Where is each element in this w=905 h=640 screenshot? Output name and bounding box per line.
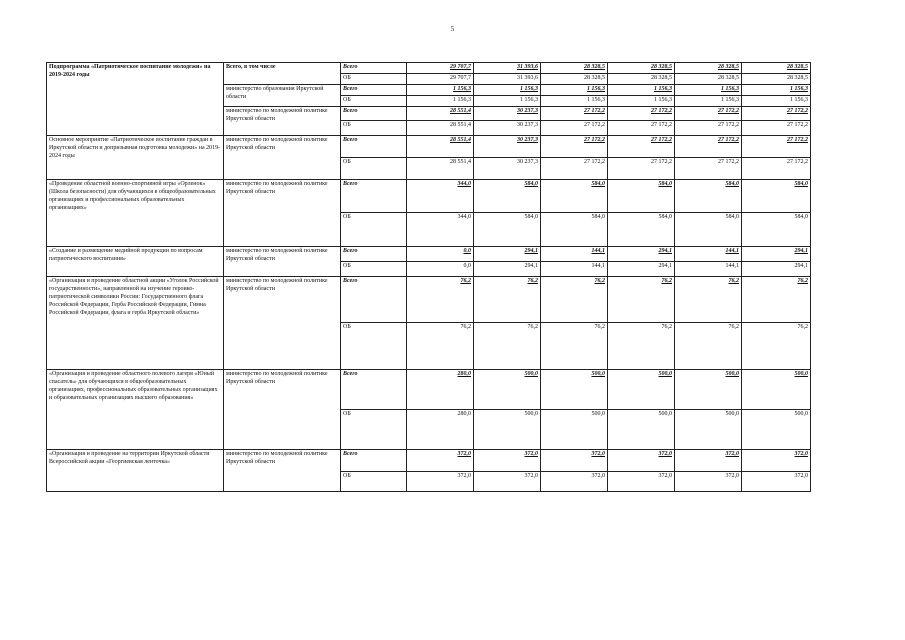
value-cell: 27 172,2 — [608, 136, 675, 158]
value-cell: 584,0 — [541, 213, 608, 247]
value-cell: 28 328,5 — [541, 63, 608, 74]
value-cell: 28 328,5 — [742, 74, 811, 85]
page-number: 5 — [450, 25, 455, 33]
value-cell: 144,1 — [541, 247, 608, 262]
table-row — [47, 450, 811, 472]
value-cell: 1 156,3 — [407, 96, 474, 107]
value-cell: 76,2 — [608, 323, 675, 370]
value-cell: 1 156,3 — [474, 96, 541, 107]
value-cell: 500,0 — [675, 410, 742, 450]
source-cell: Всего — [341, 136, 407, 158]
value-cell: 1 156,3 — [675, 85, 742, 96]
table-row — [47, 180, 811, 213]
value-cell: 27 172,2 — [742, 121, 811, 136]
value-cell: 372,0 — [742, 472, 811, 492]
activity-name-cell: «Организация и проведение областной акции «Уголок Российской государственности», направленной на изучение героико-патриотической символики России: Государственного флага Российской Федерации, Герба Российской Федерации, Гимна Российской Федерации, флага и герба Иркутской области» — [47, 277, 224, 370]
value-cell: 1 156,3 — [608, 96, 675, 107]
activity-name-cell: «Организация и проведение на территории Иркутской области Всероссийской акции «Георгиевская ленточка» — [47, 450, 224, 492]
value-cell: 27 172,2 — [742, 158, 811, 180]
value-cell: 280,0 — [407, 370, 474, 410]
value-cell: 27 172,2 — [608, 158, 675, 180]
value-cell: 584,0 — [742, 180, 811, 213]
value-cell: 584,0 — [675, 213, 742, 247]
value-cell: 28 328,5 — [742, 63, 811, 74]
responsible-cell: министерство по молодежной политике Иркутской области — [224, 107, 341, 136]
value-cell: 584,0 — [474, 180, 541, 213]
value-cell: 294,1 — [474, 262, 541, 277]
value-cell: 1 156,3 — [675, 96, 742, 107]
value-cell: 144,1 — [675, 262, 742, 277]
value-cell: 372,0 — [474, 450, 541, 472]
responsible-cell: Всего, в том числе — [224, 63, 341, 85]
value-cell: 1 156,3 — [742, 85, 811, 96]
source-cell: Всего — [341, 370, 407, 410]
value-cell: 294,1 — [742, 262, 811, 277]
value-cell: 1 156,3 — [407, 85, 474, 96]
value-cell: 0,0 — [407, 262, 474, 277]
value-cell: 294,1 — [474, 247, 541, 262]
value-cell: 28 551,4 — [407, 107, 474, 121]
source-cell: ОБ — [341, 96, 407, 107]
budget-table — [46, 62, 811, 492]
value-cell: 372,0 — [407, 450, 474, 472]
value-cell: 30 237,3 — [474, 158, 541, 180]
value-cell: 372,0 — [608, 450, 675, 472]
value-cell: 294,1 — [608, 247, 675, 262]
table-row — [47, 277, 811, 323]
source-cell: ОБ — [341, 410, 407, 450]
value-cell: 29 707,7 — [407, 63, 474, 74]
value-cell: 0,0 — [407, 247, 474, 262]
value-cell: 28 328,5 — [675, 63, 742, 74]
responsible-cell: министерство образования Иркутской области — [224, 85, 341, 107]
value-cell: 30 237,3 — [474, 121, 541, 136]
value-cell: 76,2 — [675, 323, 742, 370]
value-cell: 372,0 — [541, 472, 608, 492]
value-cell: 76,2 — [675, 277, 742, 323]
value-cell: 76,2 — [608, 277, 675, 323]
responsible-cell: министерство по молодежной политике Иркутской области — [224, 370, 341, 450]
table-row — [47, 63, 811, 74]
responsible-cell: министерство по молодежной политике Иркутской области — [224, 450, 341, 492]
value-cell: 294,1 — [742, 247, 811, 262]
value-cell: 500,0 — [541, 370, 608, 410]
value-cell: 28 328,5 — [608, 63, 675, 74]
value-cell: 500,0 — [474, 370, 541, 410]
source-cell: ОБ — [341, 158, 407, 180]
value-cell: 27 172,2 — [541, 107, 608, 121]
activity-name-cell: Основное мероприятие «Патриотическое воспитание граждан в Иркутской области и допризывная подготовка молодежи» на 2019-2024 годы — [47, 136, 224, 180]
value-cell: 76,2 — [742, 277, 811, 323]
value-cell: 76,2 — [541, 323, 608, 370]
value-cell: 29 707,7 — [407, 74, 474, 85]
value-cell: 1 156,3 — [541, 85, 608, 96]
value-cell: 27 172,2 — [742, 107, 811, 121]
value-cell: 28 328,5 — [541, 74, 608, 85]
value-cell: 1 156,3 — [474, 85, 541, 96]
table-row — [47, 247, 811, 262]
source-cell: ОБ — [341, 213, 407, 247]
activity-name-cell: «Организация и проведение областного полевого лагеря «Юный спасатель» для обучающихся в общеобразовательных организациях, профессиональных образовательных организациях и образовательных организациях высшего образования» — [47, 370, 224, 450]
value-cell: 584,0 — [742, 213, 811, 247]
source-cell: Всего — [341, 450, 407, 472]
value-cell: 28 328,5 — [608, 74, 675, 85]
value-cell: 1 156,3 — [541, 96, 608, 107]
table-row — [47, 370, 811, 410]
value-cell: 144,1 — [541, 262, 608, 277]
value-cell: 27 172,2 — [742, 136, 811, 158]
value-cell: 28 551,4 — [407, 158, 474, 180]
value-cell: 294,1 — [608, 262, 675, 277]
value-cell: 584,0 — [474, 213, 541, 247]
value-cell: 584,0 — [675, 180, 742, 213]
source-cell: ОБ — [341, 121, 407, 136]
value-cell: 144,1 — [675, 247, 742, 262]
value-cell: 344,0 — [407, 180, 474, 213]
value-cell: 76,2 — [407, 277, 474, 323]
value-cell: 372,0 — [675, 450, 742, 472]
value-cell: 584,0 — [608, 213, 675, 247]
value-cell: 372,0 — [541, 450, 608, 472]
responsible-cell: министерство по молодежной политике Иркутской области — [224, 180, 341, 247]
value-cell: 28 328,5 — [675, 74, 742, 85]
value-cell: 30 237,3 — [474, 107, 541, 121]
value-cell: 280,0 — [407, 410, 474, 450]
responsible-cell: министерство по молодежной политике Иркутской области — [224, 247, 341, 277]
value-cell: 372,0 — [742, 450, 811, 472]
value-cell: 28 551,4 — [407, 136, 474, 158]
value-cell: 27 172,2 — [675, 107, 742, 121]
activity-name-cell: «Создание и размещение медийной продукции по вопросам патриотического воспитания» — [47, 247, 224, 277]
activity-name-cell: «Проведение областной военно-спортивной игры «Орленок» (Школа безопасности) для обучающихся в общеобразовательных организациях и профессиональных образовательных организациях» — [47, 180, 224, 247]
responsible-cell: министерство по молодежной политике Иркутской области — [224, 277, 341, 370]
subprogram-name-cell: Подпрограмма «Патриотическое воспитание молодежи» на 2019-2024 годы — [47, 63, 224, 136]
value-cell: 500,0 — [675, 370, 742, 410]
value-cell: 76,2 — [742, 323, 811, 370]
value-cell: 500,0 — [742, 370, 811, 410]
value-cell: 27 172,2 — [675, 136, 742, 158]
value-cell: 27 172,2 — [608, 107, 675, 121]
value-cell: 76,2 — [474, 277, 541, 323]
value-cell: 372,0 — [407, 472, 474, 492]
source-cell: Всего — [341, 277, 407, 323]
value-cell: 584,0 — [608, 180, 675, 213]
value-cell: 27 172,2 — [541, 121, 608, 136]
source-cell: ОБ — [341, 262, 407, 277]
table-row — [47, 136, 811, 158]
value-cell: 500,0 — [474, 410, 541, 450]
source-cell: Всего — [341, 85, 407, 96]
value-cell: 372,0 — [608, 472, 675, 492]
value-cell: 500,0 — [608, 410, 675, 450]
source-cell: Всего — [341, 180, 407, 213]
source-cell: Всего — [341, 63, 407, 74]
value-cell: 76,2 — [541, 277, 608, 323]
value-cell: 500,0 — [541, 410, 608, 450]
value-cell: 76,2 — [407, 323, 474, 370]
source-cell: Всего — [341, 247, 407, 262]
value-cell: 30 237,3 — [474, 136, 541, 158]
value-cell: 500,0 — [742, 410, 811, 450]
source-cell: ОБ — [341, 472, 407, 492]
value-cell: 27 172,2 — [541, 136, 608, 158]
value-cell: 1 156,3 — [742, 96, 811, 107]
source-cell: ОБ — [341, 323, 407, 370]
value-cell: 31 393,6 — [474, 63, 541, 74]
source-cell: Всего — [341, 107, 407, 121]
value-cell: 76,2 — [474, 323, 541, 370]
source-cell: ОБ — [341, 74, 407, 85]
value-cell: 27 172,2 — [675, 121, 742, 136]
value-cell: 28 551,4 — [407, 121, 474, 136]
value-cell: 584,0 — [541, 180, 608, 213]
responsible-cell: министерство по молодежной политике Иркутской области — [224, 136, 341, 180]
value-cell: 344,0 — [407, 213, 474, 247]
value-cell: 372,0 — [675, 472, 742, 492]
value-cell: 27 172,2 — [608, 121, 675, 136]
value-cell: 372,0 — [474, 472, 541, 492]
value-cell: 27 172,2 — [541, 158, 608, 180]
value-cell: 27 172,2 — [675, 158, 742, 180]
value-cell: 1 156,3 — [608, 85, 675, 96]
value-cell: 31 393,6 — [474, 74, 541, 85]
value-cell: 500,0 — [608, 370, 675, 410]
